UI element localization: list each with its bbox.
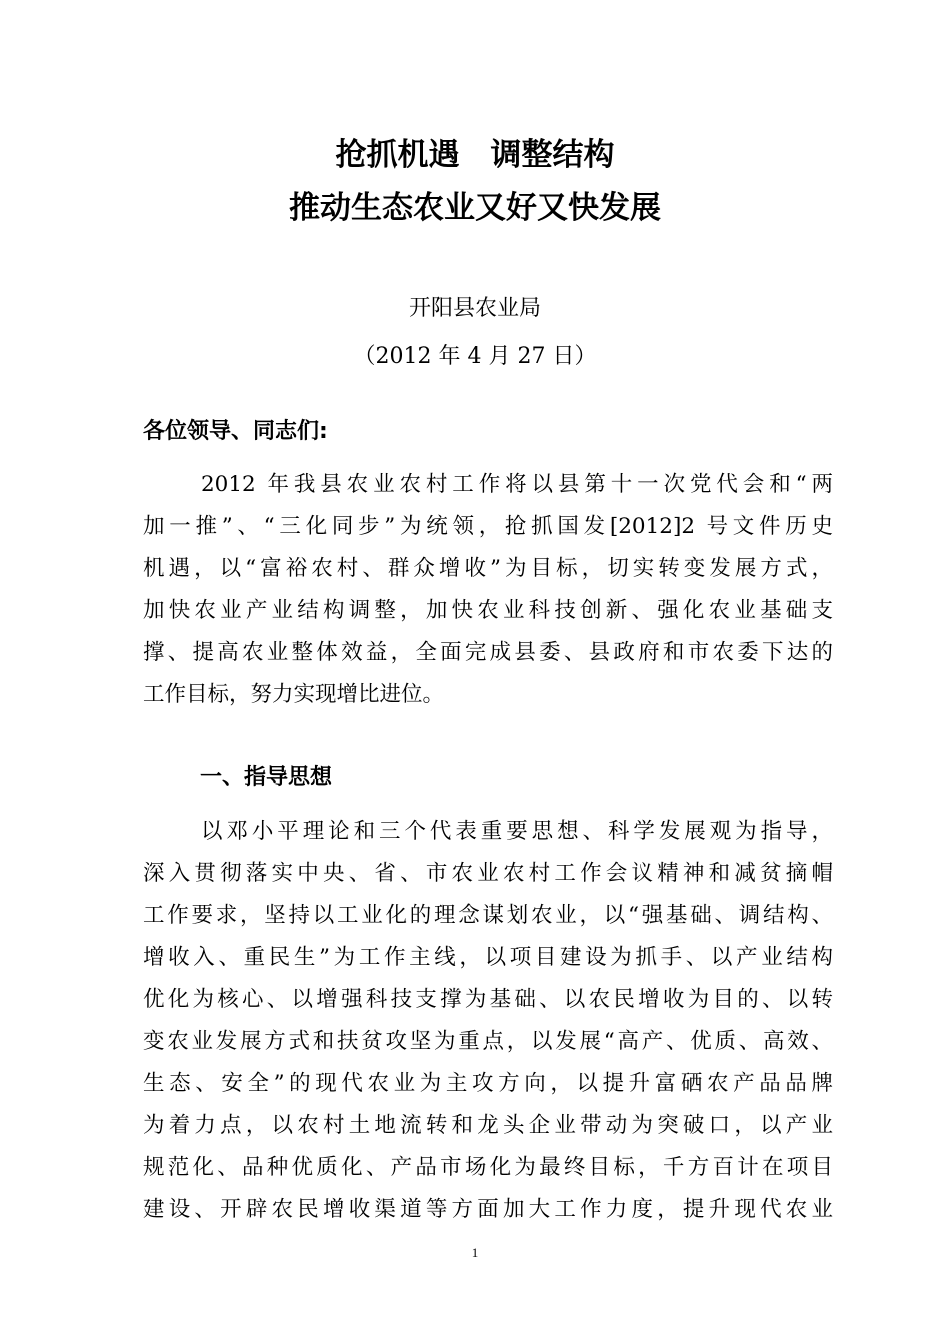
paragraph-line: 2012 年我县农业农村工作将以县第十一次党代会和“两 — [201, 472, 833, 497]
paragraph-line: 工作目标，努力实现增比进位。 — [143, 682, 445, 707]
paragraph-line: 加快农业产业结构调整，加快农业科技创新、强化农业基础支 — [143, 598, 833, 623]
document-date: （2012 年 4 月 27 日） — [353, 344, 597, 369]
salutation: 各位领导、同志们: — [143, 419, 328, 444]
paragraph-line: 变农业发展方式和扶贫攻坚为重点，以发展“高产、优质、高效、 — [143, 1029, 833, 1054]
section-heading-guiding-thought: 一、指导思想 — [200, 765, 333, 790]
paragraph-line: 加一推”、“三化同步”为统领，抢抓国发[2012]2 号文件历史 — [143, 514, 833, 539]
page-number: 1 — [471, 1245, 479, 1260]
paragraph-line: 优化为核心、以增强科技支撑为基础、以农民增收为目的、以转 — [143, 987, 833, 1012]
paragraph-intro — [143, 464, 833, 716]
paragraph-line: 为着力点，以农村土地流转和龙头企业带动为突破口，以产业 — [143, 1113, 833, 1138]
paragraph-guiding-thought — [143, 811, 833, 1231]
paragraph-line: 工作要求，坚持以工业化的理念谋划农业，以“强基础、调结构、 — [143, 903, 833, 928]
paragraph-line: 增收入、重民生”为工作主线，以项目建设为抓手、以产业结构 — [143, 945, 833, 970]
paragraph-line: 深入贯彻落实中央、省、市农业农村工作会议精神和减贫摘帽 — [143, 861, 833, 886]
document-title-line-1: 抢抓机遇 调整结构 — [335, 137, 615, 173]
document-title-line-2: 推动生态农业又好又快发展 — [289, 190, 661, 226]
paragraph-line: 建设、开辟农民增收渠道等方面加大工作力度，提升现代农业 — [143, 1197, 833, 1222]
paragraph-line: 机遇，以“富裕农村、群众增收”为目标，切实转变发展方式， — [143, 556, 833, 581]
paragraph-line: 规范化、品种优质化、产品市场化为最终目标，千方百计在项目 — [143, 1155, 833, 1180]
paragraph-line: 撑、提高农业整体效益，全面完成县委、县政府和市农委下达的 — [143, 640, 833, 665]
issuing-organization: 开阳县农业局 — [408, 296, 541, 321]
paragraph-line: 以邓小平理论和三个代表重要思想、科学发展观为指导， — [201, 819, 833, 844]
paragraph-line: 生态、安全”的现代农业为主攻方向，以提升富硒农产品品牌 — [143, 1071, 833, 1096]
